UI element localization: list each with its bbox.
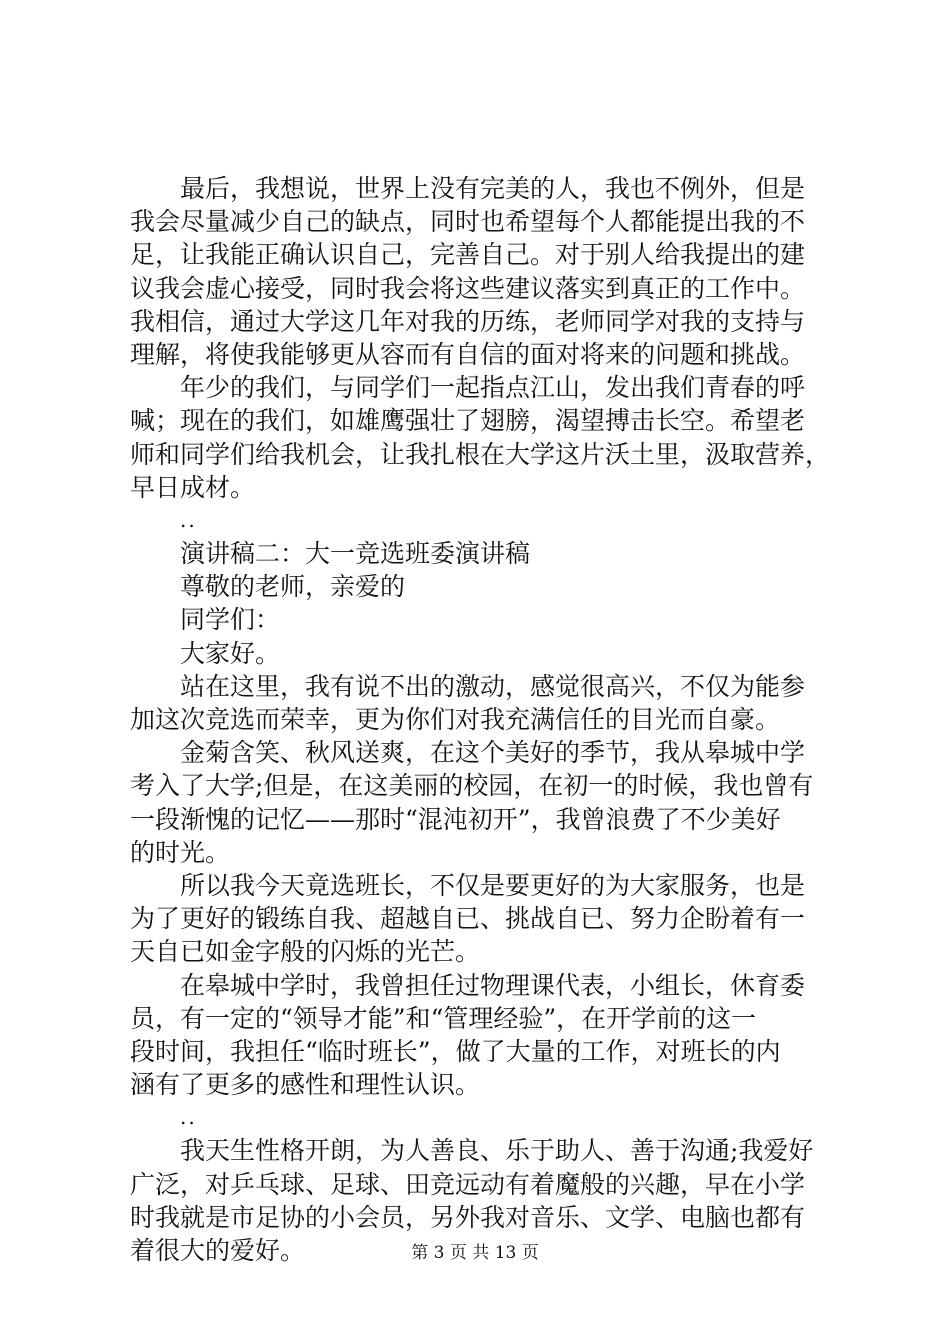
text-line: 天自已如金字般的闪烁的光芒。 <box>130 937 481 967</box>
text-line: 员，有一定的“领导才能”和“管理经验”，在开学前的这一 <box>130 1003 757 1033</box>
text-line: 足，让我能正确认识自己，完善自己。对于别人给我提出的建 <box>130 240 806 270</box>
text-line: 理解，将使我能够更从容而有自信的面对将来的问题和挑战。 <box>130 339 806 369</box>
salutation: 同学们： <box>180 605 281 635</box>
text-line: 在皋城中学时，我曾担任过物理课代表，小组长，休育委 <box>180 970 806 1000</box>
text-line: 时我就是市足协的小会员，另外我对音乐、文学、电脑也都有 <box>130 1202 806 1232</box>
body-text <box>130 172 834 1267</box>
salutation: 尊敬的老师，亲爱的 <box>180 572 406 602</box>
text-line: 议我会虚心接受，同时我会将这些建议落实到真正的工作中。 <box>130 273 806 303</box>
text-line: 广泛，对乒乓球、足球、田竞远动有着魔般的兴趣，早在小学 <box>130 1169 806 1199</box>
text-line: 加这次竞选而荣幸，更为你们对我充满信任的目光而自豪。 <box>130 705 781 734</box>
text-line: 考入了大学;但是，在这美丽的校园，在初一的时候，我也曾有 <box>130 771 814 801</box>
text-line: 最后，我想说，世界上没有完美的人，我也不例外，但是 <box>180 174 806 203</box>
text-line: 一段渐愧的记忆——那时“混沌初开”，我曾浪费了不少美好 <box>130 804 781 834</box>
text-line: 所以我今天竟选班长，不仅是要更好的为大家服务，也是 <box>180 870 806 900</box>
text-line: 涵有了更多的感性和理性认识。 <box>130 1070 481 1100</box>
text-line: 段时间，我担任“临时班长”，做了大量的工作，对班长的内 <box>130 1036 781 1066</box>
text-line: 的时光。 <box>130 837 231 867</box>
text-line: 我会尽量减少自己的缺点，同时也希望每个人都能提出我的不 <box>130 207 806 237</box>
text-line: 早日成材。 <box>130 472 256 502</box>
page-footer: 第 3 页 共 13 页 <box>411 1243 539 1263</box>
text-line: 金菊含笑、秋风送爽，在这个美好的季节，我从皋城中学 <box>180 738 806 768</box>
section-title: 演讲稿二：大一竞选班委演讲稿 <box>180 539 531 569</box>
text-line: 年少的我们，与同学们一起指点江山，发出我们青春的呼 <box>180 373 806 403</box>
text-line: 站在这里，我有说不出的激动，感觉很高兴，不仅为能参 <box>180 671 806 701</box>
text-line: 喊；现在的我们，如雄鹰强壮了翅膀，渴望搏击长空。希望老 <box>130 406 806 436</box>
separator-dots: .. <box>180 507 197 532</box>
text-line: 我天生性格开朗，为人善良、乐于助人、善于沟通;我爱好 <box>180 1136 814 1166</box>
greeting: 大家好。 <box>180 638 281 668</box>
separator-dots: .. <box>180 1105 197 1130</box>
text-line: 着很大的爱好。 <box>130 1236 306 1265</box>
text-line: 为了更好的锻练自我、超越自已、挑战自已、努力企盼着有一 <box>130 904 806 934</box>
text-line: 我相信，通过大学这几年对我的历练，老师同学对我的支持与 <box>130 306 806 336</box>
text-line: 师和同学们给我机会，让我扎根在大学这片沃土里，汲取营养， <box>130 439 831 469</box>
